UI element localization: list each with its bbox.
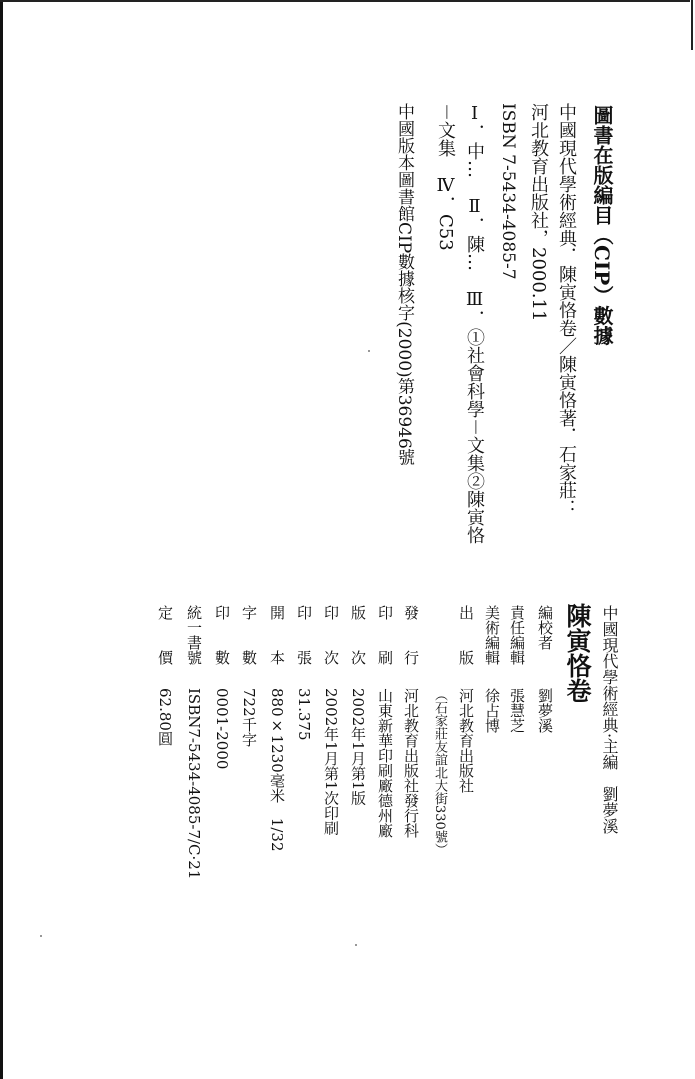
cip-heading: 圖書在版編目（CIP）數據 (590, 105, 614, 346)
colophon-value: ISBN7-5434-4085-7/C·21 (185, 688, 203, 880)
colophon-value: 2002年1月第1次印刷 (322, 688, 340, 836)
colophon-label: 印 次 (322, 605, 340, 665)
series-editor-line: 中國現代學術經典·主編 劉夢溪 (600, 605, 619, 835)
cip-subject-continued: －文集 Ⅳ．C53 (435, 103, 456, 251)
colophon-value: 河北教育出版社發行科 (402, 688, 420, 838)
colophon-label: 印 張 (295, 605, 313, 665)
colophon-value: 劉夢溪 (536, 688, 554, 733)
colophon-label: 印 數 (213, 605, 231, 665)
colophon-label: 統一書號 (185, 605, 203, 665)
colophon-label: 印 刷 (376, 605, 394, 665)
page-border-left (0, 0, 3, 1079)
cip-subject-line: Ⅰ．中… Ⅱ．陳… Ⅲ．①社會科學－文集②陳寅恪 (464, 103, 485, 544)
colophon-value: 722千字 (240, 688, 258, 747)
colophon-value: 62.80圓 (156, 688, 174, 746)
page-border-right (691, 0, 693, 50)
scan-speck (355, 944, 357, 946)
scan-speck (40, 935, 42, 937)
colophon-label: 開 本 (268, 605, 286, 665)
colophon-value: 張慧芝 (508, 688, 526, 733)
colophon-value: 河北教育出版社 (457, 688, 475, 793)
cip-isbn-line: ISBN 7-5434-4085-7 (498, 103, 518, 280)
book-title: 陳寅恪卷 (563, 603, 592, 703)
colophon-value: 山東新華印刷廠德州廠 (376, 688, 394, 838)
colophon-value: 880×1230毫米 1/32 (268, 688, 286, 852)
colophon-value: 0001-2000 (213, 688, 231, 770)
colophon-label: 出 版 (457, 605, 475, 665)
publisher-address: （石家莊友誼北大街330號） (432, 688, 447, 856)
cip-publisher-line: 河北教育出版社，2000.11 (528, 103, 549, 322)
colophon-value: 31.375 (295, 688, 313, 741)
colophon-label: 版 次 (349, 605, 367, 665)
colophon-label: 發 行 (402, 605, 420, 665)
colophon-label: 定 價 (156, 605, 174, 665)
page-border-top (0, 0, 690, 2)
colophon-label: 編校者 (536, 605, 554, 650)
colophon-label: 字 數 (240, 605, 258, 665)
cip-title-line: 中國現代學術經典．陳寅恪卷／陳寅恪著．石家莊： (556, 103, 577, 517)
colophon-value: 2002年1月第1版 (349, 688, 367, 806)
scan-speck (368, 350, 370, 352)
cip-registration-line: 中國版本圖書館CIP數據核字(2000)第36946號 (394, 103, 414, 466)
colophon-label: 責任編輯 (508, 605, 526, 665)
colophon-label: 美術編輯 (483, 605, 501, 665)
colophon-value: 徐占博 (483, 688, 501, 733)
